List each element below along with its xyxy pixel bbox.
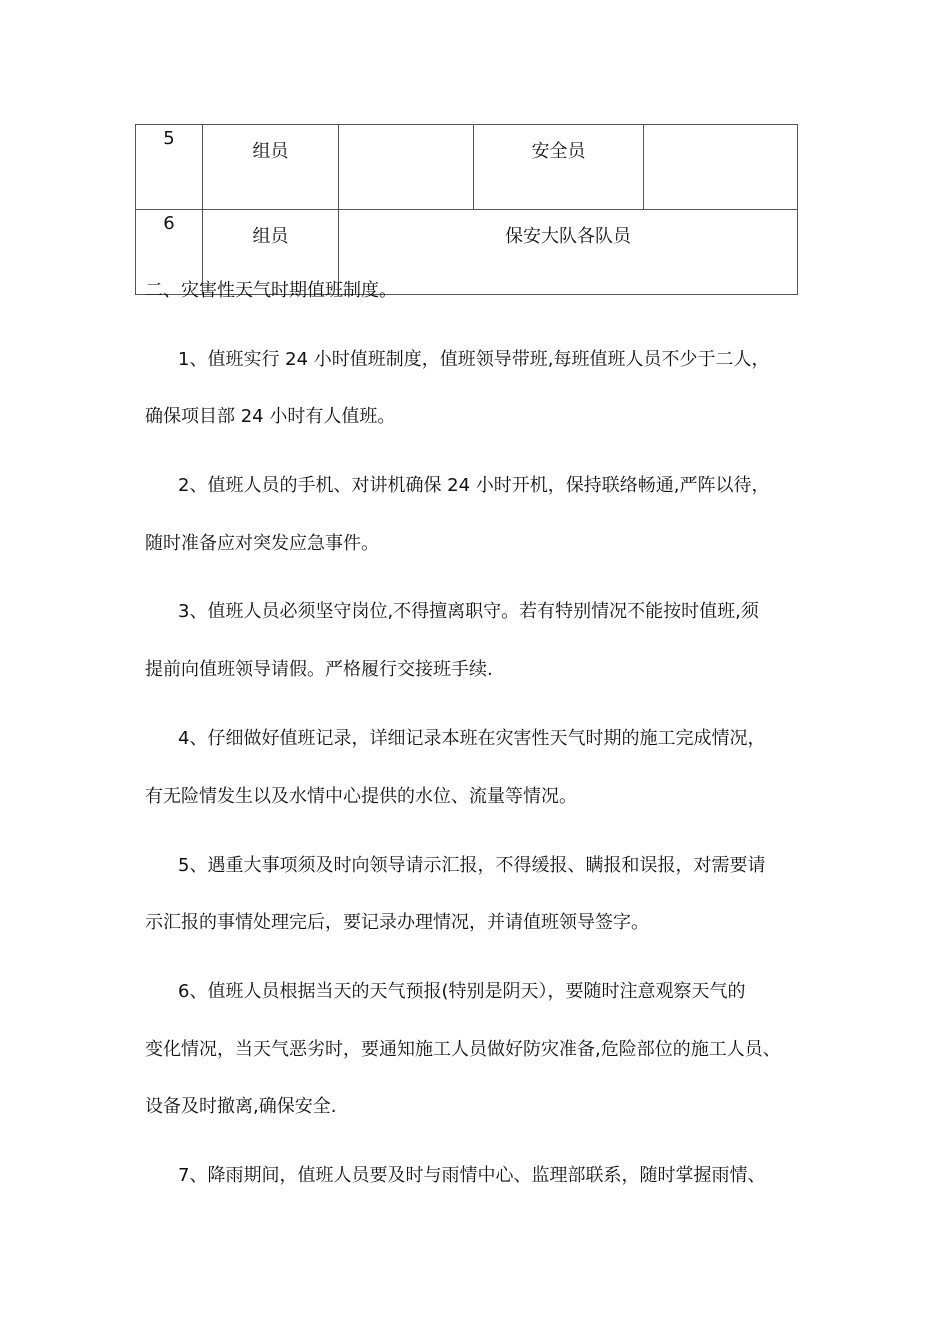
paragraph-line: 5、遇重大事项须及时向领导请示汇报，不得缓报、瞒报和误报，对需要请 bbox=[178, 855, 766, 876]
paragraph-line: 确保项目部 24 小时有人值班。 bbox=[145, 406, 396, 427]
paragraph-line: 7、降雨期间，值班人员要及时与雨情中心、监理部联系，随时掌握雨情、 bbox=[178, 1165, 766, 1186]
paragraph-line: 提前向值班领导请假。严格履行交接班手续. bbox=[145, 659, 493, 680]
paragraph-line: 3、值班人员必须坚守岗位,不得擅离职守。若有特别情况不能按时值班,须 bbox=[178, 601, 759, 622]
paragraph-line: 变化情况，当天气恶劣时，要通知施工人员做好防灾准备,危险部位的施工人员、 bbox=[145, 1039, 781, 1060]
paragraph-line: 2、值班人员的手机、对讲机确保 24 小时开机，保持联络畅通,严阵以待， bbox=[178, 475, 770, 496]
paragraph-line: 设备及时撤离,确保安全. bbox=[145, 1096, 337, 1117]
role-cell: 组员 bbox=[203, 210, 339, 295]
paragraph-line: 随时准备应对突发应急事件。 bbox=[145, 533, 379, 554]
paragraph-line: 有无险情发生以及水情中心提供的水位、流量等情况。 bbox=[145, 786, 577, 807]
paragraph-line: 6、值班人员根据当天的天气预报(特别是阴天），要随时注意观察天气的 bbox=[178, 981, 746, 1002]
paragraph-line: 1、值班实行 24 小时值班制度，值班领导带班,每班值班人员不少于二人， bbox=[178, 349, 770, 370]
row-number: 6 bbox=[136, 210, 203, 295]
role-cell: 安全员 bbox=[474, 125, 644, 210]
paragraph-line: 示汇报的事情处理完后，要记录办理情况，并请值班领导签字。 bbox=[145, 912, 649, 933]
table-row bbox=[136, 125, 798, 210]
role-cell: 组员 bbox=[203, 125, 339, 210]
name-cell bbox=[339, 125, 474, 210]
name-cell bbox=[644, 125, 798, 210]
merged-cell: 保安大队各队员 bbox=[339, 210, 798, 295]
row-number: 5 bbox=[136, 125, 203, 210]
section-heading: 二、灾害性天气时期值班制度。 bbox=[145, 280, 397, 301]
paragraph-line: 4、仔细做好值班记录，详细记录本班在灾害性天气时期的施工完成情况， bbox=[178, 728, 766, 749]
duty-roster-table bbox=[135, 124, 798, 295]
